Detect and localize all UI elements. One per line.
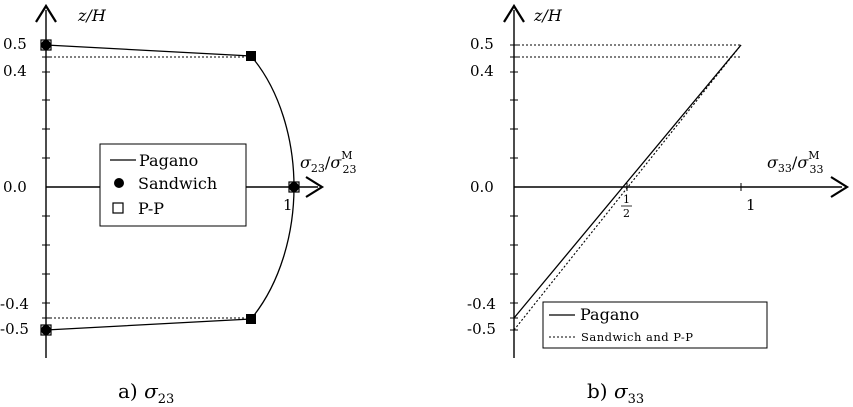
panel-a-y-tick-neg0.5: -0.5 <box>0 320 29 338</box>
panel-b-caption: b) $\sigma_{33}$ <box>587 379 645 407</box>
panel-a-marker-circle-bottom-left <box>41 325 51 335</box>
panel-b <box>467 6 847 407</box>
panel-a-y-tick-0.0: 0.0 <box>3 178 27 196</box>
panel-a-caption: a) $\sigma_{23}$ <box>118 379 175 407</box>
panel-b-legend-label-sandwich-pp: Sandwich and P-P <box>581 330 694 344</box>
panel-a-marker-circle-axis <box>289 182 299 192</box>
panel-a-y-axis-label: z/H <box>78 6 106 25</box>
panel-b-y-tick-neg0.4: -0.4 <box>467 295 496 313</box>
panel-a-legend-label-pagano: Pagano <box>139 151 199 170</box>
panel-a-legend-label-sandwich: Sandwich <box>138 174 218 193</box>
panel-a-marker-square-bottom-right <box>246 314 256 324</box>
panel-a-y-tick-0.4: 0.4 <box>3 62 27 80</box>
panel-a <box>0 6 357 407</box>
panel-a-marker-square-top-right <box>246 51 256 61</box>
panel-b-y-tick-neg0.5: -0.5 <box>467 320 496 338</box>
panel-b-y-tick-0.4: 0.4 <box>470 62 494 80</box>
panel-b-x-tick-1: 1 <box>746 196 756 214</box>
panel-b-legend-label-pagano: Pagano <box>580 305 640 324</box>
panel-b-legend <box>543 302 767 348</box>
panel-a-legend <box>100 144 246 226</box>
panel-a-y-tick-neg0.4: -0.4 <box>0 295 29 313</box>
panel-b-x-axis-label: $\sigma_{33}/\sigma^M$ 33 <box>767 149 824 176</box>
svg-text:1: 1 <box>623 193 630 206</box>
panel-b-pagano-line <box>514 45 741 318</box>
panel-a-marker-circle-top-left <box>41 40 51 50</box>
panel-a-legend-label-pp: P-P <box>138 199 165 218</box>
panel-a-legend-circle-symbol <box>114 178 124 188</box>
panel-a-x-axis-label: $\sigma_{23}/\sigma^M$ 23 <box>300 149 357 176</box>
svg-text:2: 2 <box>623 207 630 220</box>
panel-b-y-tick-0.5: 0.5 <box>470 35 494 53</box>
panel-b-y-axis-label: z/H <box>534 6 562 25</box>
panel-b-y-tick-0.0: 0.0 <box>470 178 494 196</box>
panel-a-y-tick-0.5: 0.5 <box>3 35 27 53</box>
panel-b-x-tick-half <box>621 193 632 220</box>
panel-a-x-tick-1: 1 <box>283 196 293 214</box>
